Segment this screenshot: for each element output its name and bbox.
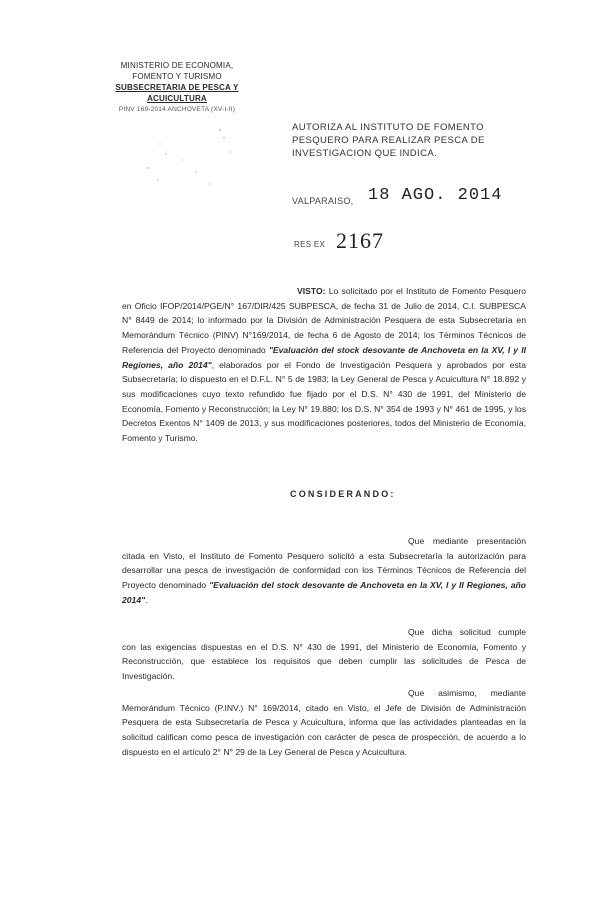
ministry-subline: FOMENTO Y TURISMO bbox=[132, 72, 222, 81]
resolution-number: 2167 bbox=[336, 228, 384, 253]
p1-project-title: "Evaluación del stock desovante de Anchoveta en la XV, I y II Regiones, año 2014" bbox=[122, 580, 526, 605]
p1-text-a: Que mediante presentación citada en Visto, el Instituto de Fomento Pesquero solicitó a esta Subsecretaría la autorización para desarrollar una pesca de investigación de conformidad con los Términos Técnicos de Referencia del Proyecto denominado bbox=[122, 536, 526, 591]
place-label: VALPARAISO, bbox=[292, 196, 354, 206]
p1-text-b: . bbox=[145, 594, 148, 605]
resolution-subject: AUTORIZA AL INSTITUTO DE FOMENTO PESQUERO PARA REALIZAR PESCA DE INVESTIGACION QUE INDICA. bbox=[292, 122, 485, 159]
visto-paragraph bbox=[122, 284, 526, 446]
visto-text-b: , elaborados por el Fondo de Investigación Pesquera y aprobados por esta Subsecretaría; lo dispuesto en el D.F.L. N° 5 de 1983; la Ley General de Pesca y Acuicultura N° 18.892 y sus modificaciones cuyo texto refundido fue fijado por el D.S. N° 430 de 1991, del Ministerio de Economía, Fomento y Reconstrucción; la Ley N° 19.880; los D.S. N° 354 de 1993 y N° 461 de 1995, y los Decretos Exentos N° 1409 de 2013, y sus modificaciones posteriores, todos del Ministerio de Economía, Fomento y Turismo. bbox=[122, 359, 526, 444]
considerando-paragraph-3: Que asimismo, mediante Memorándum Técnico (P.INV.) N° 169/2014, citado en Visto, el Jefe de División de Administración Pesquera de esta Subsecretaría de Pesca y Acuicultura, informa que las actividades planteadas en la solicitud califican como pesca de investigación con carácter de pesca de prospección, de acuerdo a lo dispuesto en el artículo 2° N° 29 de la Ley General de Pesca y Acuicultura. bbox=[122, 688, 526, 757]
considerando-paragraph-1 bbox=[122, 534, 526, 608]
subsecretaria-line: SUBSECRETARIA DE PESCA Y ACUICULTURA bbox=[115, 83, 239, 103]
resolution-date-stamp: 18 AGO. 2014 bbox=[368, 186, 503, 205]
visto-text-a: Lo solicitado por el Instituto de Fomento Pesquero en Oficio IFOP/2014/PGE/N° 167/DIR/425 SUBPESCA, de fecha 31 de Julio de 2014, C.I. SUBPESCA N° 8449 de 2014; lo informado por la División de Administración Pesquera de esta Subsecretaría en Memorándum Técnico (PINV) N°169/2014, de fecha 6 de Agosto de 2014; los Términos Técnicos de Referencia del Proyecto denominado bbox=[122, 286, 526, 355]
reference-code: PINV 169-2014 ANCHOVETA (XV-I-II) bbox=[118, 106, 236, 113]
visto-project-title: "Evaluación del stock desovante de Anchoveta en la XV, I y II Regiones, año 2014" bbox=[122, 344, 527, 370]
scan-speckle-marks bbox=[100, 124, 240, 194]
ministry-line: MINISTERIO DE ECONOMIA, bbox=[120, 61, 234, 70]
letterhead bbox=[92, 60, 262, 115]
visto-label: VISTO: bbox=[297, 286, 326, 296]
considerando-paragraph-2: Que dicha solicitud cumple con las exigencias dispuestas en el D.S. N° 430 de 1991, del Ministerio de Economía, Fomento y Reconstrucción, que establece los requisitos que deben cumplir las solicitudes de Pesca de Investigación. bbox=[122, 627, 526, 682]
considerando-heading: CONSIDERANDO: bbox=[290, 489, 396, 499]
res-ex-label: RES EX bbox=[294, 240, 326, 249]
